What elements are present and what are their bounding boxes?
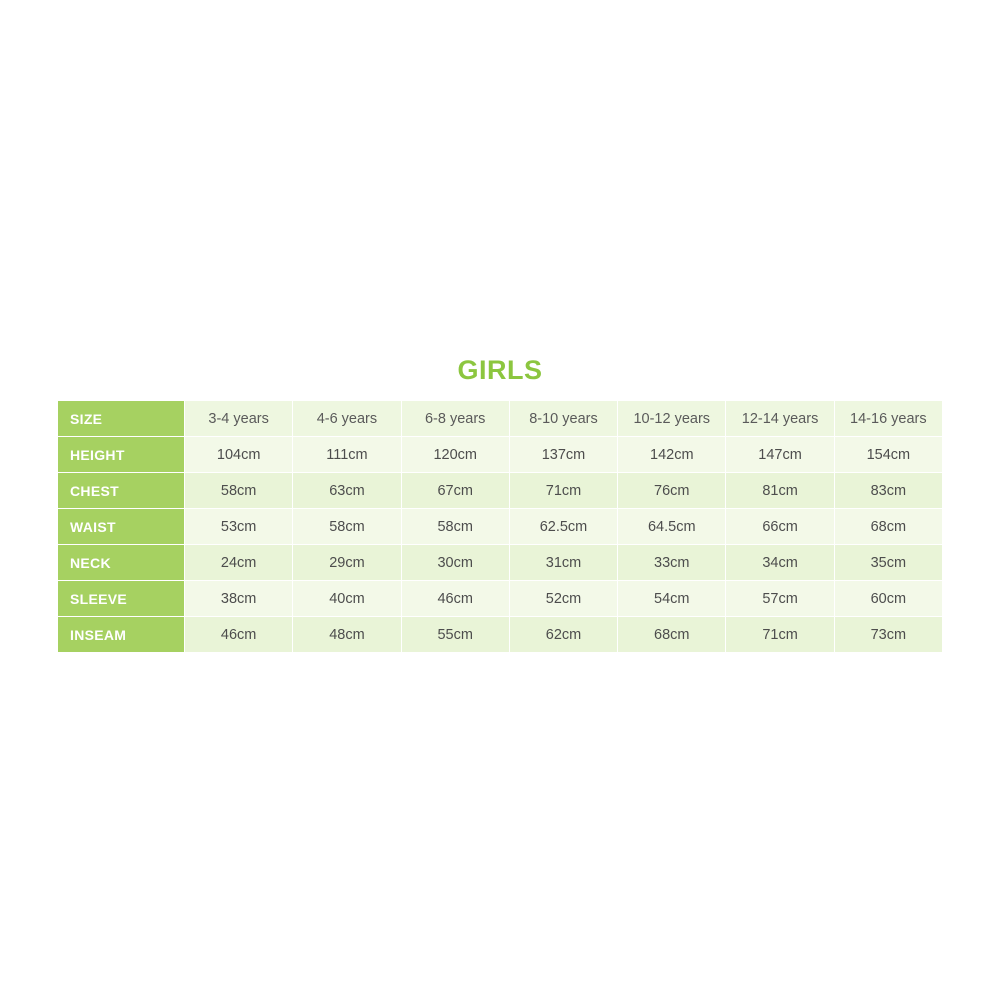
row-label-neck: NECK xyxy=(58,545,185,581)
row-label-sleeve: SLEEVE xyxy=(58,581,185,617)
cell-inseam-4-6: 48cm xyxy=(293,617,401,653)
cell-inseam-3-4: 46cm xyxy=(185,617,293,653)
cell-neck-3-4: 24cm xyxy=(185,545,293,581)
cell-chest-8-10: 71cm xyxy=(509,473,617,509)
cell-neck-12-14: 34cm xyxy=(726,545,834,581)
table-row xyxy=(58,473,943,509)
cell-chest-10-12: 76cm xyxy=(618,473,726,509)
cell-chest-14-16: 83cm xyxy=(834,473,942,509)
cell-neck-14-16: 35cm xyxy=(834,545,942,581)
cell-waist-4-6: 58cm xyxy=(293,509,401,545)
size-chart xyxy=(57,355,943,653)
row-label-inseam: INSEAM xyxy=(58,617,185,653)
cell-waist-6-8: 58cm xyxy=(401,509,509,545)
cell-sleeve-8-10: 52cm xyxy=(509,581,617,617)
cell-inseam-8-10: 62cm xyxy=(509,617,617,653)
size-table xyxy=(57,400,943,653)
cell-height-14-16: 154cm xyxy=(834,437,942,473)
cell-waist-12-14: 66cm xyxy=(726,509,834,545)
cell-height-3-4: 104cm xyxy=(185,437,293,473)
column-header-10-12-years: 10-12 years xyxy=(618,401,726,437)
cell-sleeve-4-6: 40cm xyxy=(293,581,401,617)
cell-waist-14-16: 68cm xyxy=(834,509,942,545)
cell-inseam-14-16: 73cm xyxy=(834,617,942,653)
cell-height-8-10: 137cm xyxy=(509,437,617,473)
cell-chest-4-6: 63cm xyxy=(293,473,401,509)
cell-neck-8-10: 31cm xyxy=(509,545,617,581)
cell-sleeve-14-16: 60cm xyxy=(834,581,942,617)
cell-waist-3-4: 53cm xyxy=(185,509,293,545)
table-row xyxy=(58,509,943,545)
column-header-8-10-years: 8-10 years xyxy=(509,401,617,437)
column-header-4-6-years: 4-6 years xyxy=(293,401,401,437)
column-header-3-4-years: 3-4 years xyxy=(185,401,293,437)
row-label-chest: CHEST xyxy=(58,473,185,509)
cell-sleeve-6-8: 46cm xyxy=(401,581,509,617)
column-header-6-8-years: 6-8 years xyxy=(401,401,509,437)
table-row xyxy=(58,581,943,617)
cell-waist-8-10: 62.5cm xyxy=(509,509,617,545)
column-header-size: SIZE xyxy=(58,401,185,437)
cell-neck-6-8: 30cm xyxy=(401,545,509,581)
column-header-12-14-years: 12-14 years xyxy=(726,401,834,437)
cell-inseam-6-8: 55cm xyxy=(401,617,509,653)
cell-chest-12-14: 81cm xyxy=(726,473,834,509)
cell-inseam-12-14: 71cm xyxy=(726,617,834,653)
cell-height-6-8: 120cm xyxy=(401,437,509,473)
cell-height-10-12: 142cm xyxy=(618,437,726,473)
cell-height-12-14: 147cm xyxy=(726,437,834,473)
cell-height-4-6: 111cm xyxy=(293,437,401,473)
cell-neck-10-12: 33cm xyxy=(618,545,726,581)
cell-chest-6-8: 67cm xyxy=(401,473,509,509)
cell-sleeve-3-4: 38cm xyxy=(185,581,293,617)
cell-inseam-10-12: 68cm xyxy=(618,617,726,653)
table-row xyxy=(58,545,943,581)
table-header-row xyxy=(58,401,943,437)
cell-chest-3-4: 58cm xyxy=(185,473,293,509)
row-label-waist: WAIST xyxy=(58,509,185,545)
cell-sleeve-12-14: 57cm xyxy=(726,581,834,617)
table-row xyxy=(58,617,943,653)
cell-sleeve-10-12: 54cm xyxy=(618,581,726,617)
row-label-height: HEIGHT xyxy=(58,437,185,473)
cell-neck-4-6: 29cm xyxy=(293,545,401,581)
column-header-14-16-years: 14-16 years xyxy=(834,401,942,437)
chart-title: GIRLS xyxy=(457,355,543,385)
table-row xyxy=(58,437,943,473)
cell-waist-10-12: 64.5cm xyxy=(618,509,726,545)
